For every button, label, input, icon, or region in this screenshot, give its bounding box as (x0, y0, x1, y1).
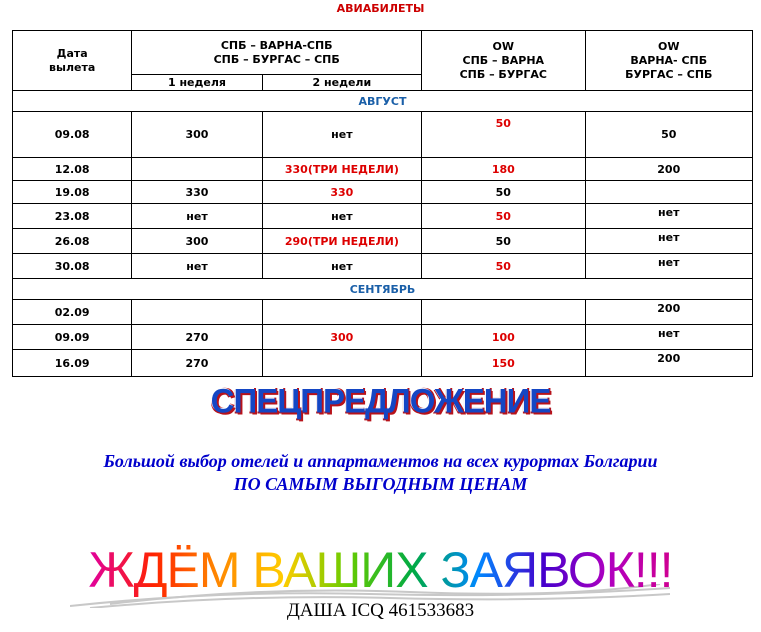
cell-w1 (132, 158, 262, 181)
cell-ow1: 50 (422, 229, 585, 254)
header-roundtrip: СПБ – ВАРНА-СПБ СПБ – БУРГАС – СПБ (132, 31, 422, 75)
cell-ow2: 200 (585, 350, 752, 377)
promo-line-1: Большой выбор отелей и аппартаментов на всех курортах Болгарии (103, 451, 658, 471)
cell-ow1: 180 (422, 158, 585, 181)
cell-ow1: 50 (422, 181, 585, 204)
table-row (13, 112, 753, 158)
month-row (13, 91, 753, 112)
cell-w1: 300 (132, 112, 262, 158)
cell-ow2: 200 (585, 300, 752, 325)
cell-w1: 270 (132, 350, 262, 377)
page-title: АВИАБИЛЕТЫ (336, 2, 425, 15)
header-ow-outbound: OW СПБ – ВАРНА СПБ – БУРГАС (422, 31, 585, 91)
special-offer-banner: СПЕЦПРЕДЛОЖЕНИЕ (210, 381, 551, 420)
table-row (13, 229, 753, 254)
cell-ow2: 50 (585, 112, 752, 158)
cell-date: 26.08 (13, 229, 132, 254)
cell-w2: 330 (262, 181, 421, 204)
header-date: Дата вылета (13, 31, 132, 91)
cell-date: 12.08 (13, 158, 132, 181)
promo-line-2: ПО САМЫМ ВЫГОДНЫМ ЦЕНАМ (233, 474, 528, 494)
contact-line: ДАША ICQ 461533683 (286, 600, 475, 621)
call-to-action (0, 540, 761, 600)
cell-ow2: нет (585, 229, 752, 254)
fares-table (12, 30, 753, 377)
cell-ow1 (422, 300, 585, 325)
cell-w2: нет (262, 112, 421, 158)
cell-w2: нет (262, 254, 421, 279)
header-week2: 2 недели (262, 75, 421, 91)
cell-date: 02.09 (13, 300, 132, 325)
header-week1: 1 неделя (132, 75, 262, 91)
month-label: СЕНТЯБРЬ (13, 279, 753, 300)
call-to-action-text: ЖДЁМ ВАШИХ ЗАЯВОК!!! (88, 542, 673, 598)
cell-w1: 300 (132, 229, 262, 254)
cell-date: 19.08 (13, 181, 132, 204)
cell-w2 (262, 300, 421, 325)
month-row (13, 279, 753, 300)
table-row (13, 325, 753, 350)
cell-ow1: 150 (422, 350, 585, 377)
cell-ow1: 100 (422, 325, 585, 350)
month-label: АВГУСТ (13, 91, 753, 112)
cell-date: 30.08 (13, 254, 132, 279)
table-row (13, 181, 753, 204)
cell-w2: нет (262, 204, 421, 229)
cell-ow1: 50 (422, 112, 585, 158)
table-row (13, 158, 753, 181)
cell-w1: нет (132, 254, 262, 279)
table-row (13, 300, 753, 325)
cell-date: 16.09 (13, 350, 132, 377)
cell-ow2 (585, 181, 752, 204)
cell-date: 23.08 (13, 204, 132, 229)
cell-ow2: нет (585, 254, 752, 279)
cell-w2: 290(ТРИ НЕДЕЛИ) (262, 229, 421, 254)
cell-ow2: нет (585, 204, 752, 229)
cell-date: 09.09 (13, 325, 132, 350)
header-ow-return: OW ВАРНА- СПБ БУРГАС – СПБ (585, 31, 752, 91)
cell-ow2: нет (585, 325, 752, 350)
cell-w1: нет (132, 204, 262, 229)
cell-ow1: 50 (422, 254, 585, 279)
header-row (13, 31, 753, 75)
table-row (13, 204, 753, 229)
table-row (13, 350, 753, 377)
cell-w2 (262, 350, 421, 377)
cell-w1 (132, 300, 262, 325)
cell-w1: 270 (132, 325, 262, 350)
cell-w2: 330(ТРИ НЕДЕЛИ) (262, 158, 421, 181)
cell-date: 09.08 (13, 112, 132, 158)
cell-ow1: 50 (422, 204, 585, 229)
cell-ow2: 200 (585, 158, 752, 181)
table-row (13, 254, 753, 279)
cell-w1: 330 (132, 181, 262, 204)
cell-w2: 300 (262, 325, 421, 350)
